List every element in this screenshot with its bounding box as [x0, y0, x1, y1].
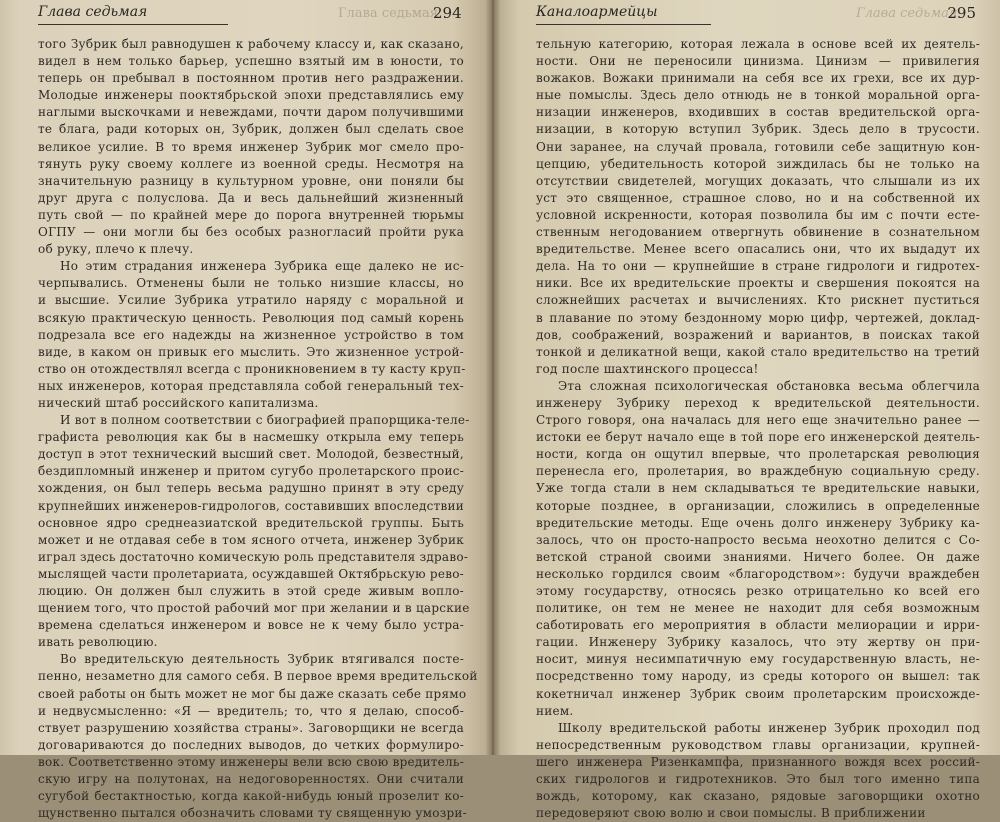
text-line: наглыми выскочками и невеждами, почти даром получившими	[38, 105, 464, 120]
left-page-header	[38, 4, 464, 26]
running-title: Каналоармейцы	[536, 4, 658, 20]
header-rule	[38, 24, 228, 25]
text-line: времена сделаться инженером и вовсе не к чему было устра-	[38, 618, 464, 633]
paragraph	[536, 378, 980, 720]
text-line: вок. Соответственно этому инженеры вели всю свою вредитель-	[38, 754, 464, 769]
text-line: ности, когда он ощутил впервые, что пролетарская революция	[536, 447, 980, 462]
text-line: ные помыслы. Здесь дело отнюдь не в тонкой моральной орга-	[536, 88, 980, 103]
text-line: кокетничал инженер Зубрик своим пролетарским происхожде-	[536, 686, 980, 701]
text-line: Школу вредительской работы инженер Зубрик проходил под	[558, 720, 980, 735]
text-line: ветской страной своими знаниями. Ничего более. Он даже	[536, 549, 980, 564]
text-line: год после шахтинского процесса!	[536, 361, 759, 376]
text-line: в плавание по этому бездонному морю цифр, чертежей, доклад-	[536, 310, 980, 325]
text-line: ники. Все их вредительские проекты и свершения покоятся на	[536, 276, 980, 291]
text-line: ности. Они не переносили цинизма. Цинизм — привилегия	[536, 54, 980, 69]
text-line: отсутствии свидетелей, могущих доказать, что слышали из их	[536, 173, 980, 188]
text-line: сугубой бестактностью, когда какой-нибудь юный прозелит ко-	[38, 789, 464, 804]
paragraph	[38, 258, 464, 412]
text-line: залось, что он просто-напросто весьма неохотно делится с Со-	[536, 532, 980, 547]
text-line: путь свой — по крайней мере до порога внутренней тюрьмы	[38, 207, 464, 222]
text-line: пенно, незаметно для самого себя. В первое время вредительской	[38, 669, 478, 684]
text-line: этому государству, относясь резко отрицательно ко всей его	[536, 584, 980, 598]
text-line: перенесла его, пролетария, во враждебную социальную среду.	[536, 464, 980, 479]
text-line: тянуть руку своему коллеге из военной среды. Несмотря на	[38, 156, 464, 171]
text-line: те блага, ради которых он, Зубрик, должен был сделать свое	[38, 122, 464, 137]
text-line: Но этим страдания инженера Зубрика еще далеко не ис-	[60, 259, 464, 274]
page-number: 295	[947, 4, 976, 22]
text-line: тельную категорию, которая лежала в основе всей их деятель-	[536, 37, 980, 51]
left-page	[0, 0, 492, 821]
text-line: того Зубрик был равнодушен к рабочему классу и, как сказано,	[38, 37, 464, 51]
bleed-through-text: Глава седьмая	[338, 6, 438, 21]
text-line: теперь он пребывал в постоянном против него раздражении.	[38, 71, 464, 86]
text-line: великое усилие. В то время инженер Зубрик мог смело про-	[38, 139, 464, 154]
text-line: люцию. Он должен был служить в этой среде живым вопло-	[38, 584, 464, 598]
text-line: низации, в которую вступил Зубрик. Здесь дело в трусости.	[536, 122, 980, 137]
text-line: цепцию, убедительность которой зиждилась бы не только на	[536, 156, 980, 171]
text-line: может и не отдавая себе в том ясного отчета, инженер Зубрик	[38, 532, 464, 547]
text-line: вредительстве. Менее всего опасались они, что их выдадут их	[536, 242, 980, 257]
text-line: и высшие. Усилие Зубрика утратило наряду с моральной и	[38, 293, 464, 308]
right-page-body	[536, 36, 980, 822]
text-line: об руку, плечо к плечу.	[38, 242, 194, 257]
text-line: истоки ее берут начало еще в той поре его инженерской деятель-	[536, 430, 980, 445]
text-line: бездипломный инженер и притом сугубо пролетарского проис-	[38, 464, 464, 479]
text-line: договариваются до последних выводов, до четких формулиро-	[38, 737, 464, 752]
header-rule	[536, 24, 711, 25]
text-line: значительную разницу в культурном уровне, они поняли бы	[38, 173, 464, 188]
text-line: передоверяют свою волю и свои помыслы. В приближении	[536, 806, 926, 821]
text-line: ных инженеров, которая представляла собой генеральный тех-	[38, 378, 464, 393]
text-line: ских гидрологов и гидротехников. Это был того именно типа	[536, 772, 980, 787]
text-line: сложнейших расчетах и вычислениях. Кто рискнет пуститься	[536, 293, 980, 308]
bleed-through-text: Глава седьмая	[856, 6, 958, 21]
text-line: черпывались. Отменены были не только низшие классы, но	[38, 276, 464, 291]
text-line: вредительские методы. Еще очень долго инженеру Зубрику ка-	[536, 515, 980, 530]
text-line: посредственно тому народу, из среды которого он вышел: так	[536, 669, 980, 684]
text-line: графиста революция как бы в насмешку открыла ему теперь	[38, 430, 464, 445]
book-gutter	[486, 0, 500, 755]
paragraph	[38, 651, 478, 822]
text-line: друг друга с полуслова. Да и весь дальнейший жизненный	[38, 190, 464, 205]
text-line: условной искренности, которая позволила бы им с почти есте-	[536, 207, 980, 222]
text-line: ствует разрушению хозяйства страны». Заговорщики не всегда	[38, 720, 464, 735]
text-line: играл здесь достаточно комическую роль представителя здраво-	[38, 549, 469, 564]
text-line: основное ядро среднеазиатской вредительской группы. Быть	[38, 515, 464, 530]
text-line: носит, минуя несимпатичную ему государственную власть, не-	[536, 652, 980, 667]
text-line: ОГПУ — они могли бы без особых разногласий пройти рука	[38, 225, 464, 240]
text-line: нием.	[536, 703, 574, 718]
text-line: гации. Инженеру Зубрику казалось, что эту жертву он при-	[536, 635, 980, 650]
left-page-body	[38, 36, 478, 822]
text-line: низации инженеров, входивших в состав вредительской орга-	[536, 105, 980, 120]
text-line: виде, в каком он привык его мыслить. Это жизненное устрой-	[38, 344, 464, 359]
text-line: Строго говоря, она началась для него еще значительно ранее —	[536, 413, 980, 428]
text-line: щунственно пытался обозначить словами ту священную умозри-	[38, 806, 467, 821]
text-line: инженеру Зубрику переход к вредительской деятельности.	[536, 395, 980, 410]
paragraph	[536, 36, 980, 378]
text-line: Молодые инженеры пооктябрьской эпохи представлялись ему	[38, 88, 464, 103]
text-line: дела. На то они — крупнейшие в стране гидрологи и гидротех-	[536, 259, 980, 274]
paragraph	[38, 36, 464, 258]
text-line: И вот в полном соответствии с биографией прапорщика-теле-	[60, 413, 470, 428]
text-line: мыслящей части пролетариата, осуждавшей Октябрьскую рево-	[38, 566, 464, 581]
text-line: которые позднее, в организации, сложились в определенные	[536, 498, 980, 513]
text-line: своей работы он быть может не мог бы даже сказать себе прямо	[38, 686, 467, 701]
text-line: вожаков. Вожаки принимали на себя все их грехи, все их дур-	[536, 71, 980, 86]
right-page	[494, 0, 1000, 821]
text-line: всякую практическую ценность. Революция под самый корень	[38, 310, 464, 325]
text-line: ство он отождествлял всегда с проникновением в ту касту круп-	[38, 361, 466, 376]
text-line: нический штаб российского капитализма.	[38, 395, 319, 410]
text-line: дов, соображений, возражений и вариантов, в поисках такой	[536, 327, 980, 342]
text-line: ственным негодованием отвергнуть обвинение в сознательном	[536, 225, 980, 240]
chapter-title: Глава седьмая	[38, 4, 148, 20]
text-line: тонкой и деликатной вещи, какой стало вредительство на третий	[536, 344, 980, 359]
text-line: саботировать его мероприятия в области мелиорации и ирри-	[536, 618, 980, 633]
text-line: щением того, что простой рабочий мог при желании и в царские	[38, 601, 470, 616]
text-line: Уже тогда стали в нем складываться те вредительские навыки,	[536, 481, 980, 496]
text-line: крупнейших инженеров-гидрологов, составивших впоследствии	[38, 498, 464, 513]
text-line: подрезала все его надежды на жизненное устройство в том	[38, 327, 464, 342]
right-page-header	[536, 4, 980, 26]
page-number: 294	[433, 4, 462, 22]
text-line: несколько гордился своим «благородством»: будучи враждебен	[536, 566, 980, 581]
paragraph	[38, 412, 470, 651]
text-line: ивать революцию.	[38, 635, 158, 650]
text-line: вождь, которому, как сказано, рядовые заговорщики охотно	[536, 789, 980, 804]
text-line: доступ в этот технический высший свет. Молодой, безвестный,	[38, 447, 464, 462]
text-line: хождения, он был теперь весьма радушно принят в эту среду	[38, 481, 464, 496]
text-line: скую игру на полутонах, на недоговоренностях. Они считали	[38, 772, 464, 787]
text-line: Они заранее, на случай провала, готовили себе защитную кон-	[536, 139, 980, 154]
text-line: Во вредительскую деятельность Зубрик втягивался посте-	[60, 652, 464, 667]
paragraph	[536, 720, 980, 822]
text-line: видел в нем только барьер, успешно взятый им в юности, то	[38, 54, 464, 69]
text-line: политике, он тем не менее не находит для себя возможным	[536, 601, 980, 616]
text-line: и недвусмысленно: «Я — вредитель; то, что я делаю, способ-	[38, 703, 464, 718]
text-line: уст это священное, страшное слово, но и на собственной их	[536, 190, 980, 205]
text-line: Эта сложная психологическая обстановка весьма облегчила	[558, 378, 980, 393]
text-line: шего инженера Ризенкампфа, признанного вождя всех россий-	[536, 754, 980, 769]
text-line: непосредственным руководством главы организации, крупней-	[536, 737, 980, 752]
